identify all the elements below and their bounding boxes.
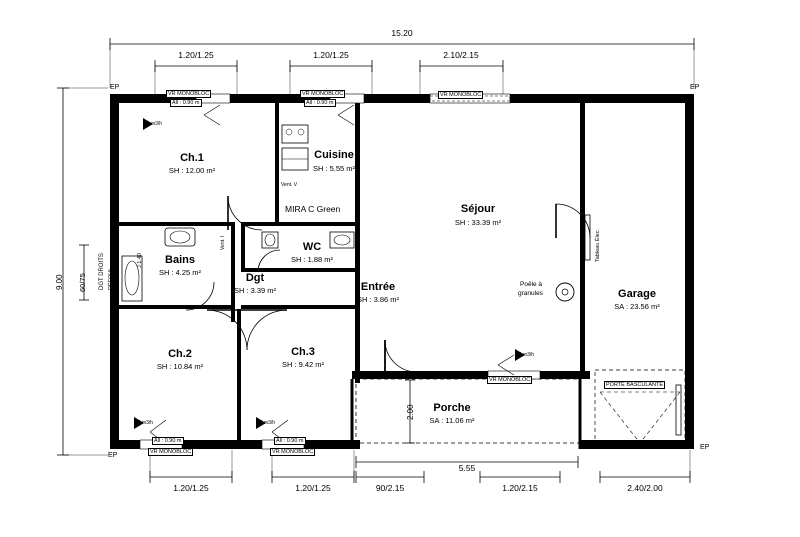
ep-mark-bottom-right: EP [700,444,710,451]
room-area-porche: SA : 11.06 m² [429,416,475,425]
ep-mark-top-left: EP [110,84,120,91]
room-area-entree: SH : 3.86 m² [356,295,400,304]
left-label-1: DGT DROITS [99,253,105,290]
window-tag-ch3-vr: VR MONOBLOC [272,449,314,455]
room-name-entree: Entrée [360,281,396,293]
bottom-dim-3: 90/2.15 [375,483,405,493]
room-area-dgt: SH : 3.39 m² [233,286,277,295]
bottom-dim-5: 2.40/2.00 [627,483,663,493]
window-tag-ch3-all: All : 0.90 m [276,438,304,444]
window-tag-ch2-all: All : 0.90 m [154,438,182,444]
room-name-ch2: Ch.2 [168,348,192,360]
vent-flow-ch1: 30 m3/h [144,121,163,127]
room-area-ch3: SH : 9.42 m² [281,360,325,369]
porche-width-dimension: 5.55 [458,463,476,473]
vent-flow-ch3: 30 m3/h [257,420,276,426]
window-tag-cuisine-vr: VR MONOBLOC [302,91,344,97]
vent-flow-ch2: 30 m3/h [135,420,154,426]
vent-flow-entree: 60 m3/h [516,352,535,358]
top-dim-2: 1.20/1.25 [313,50,349,60]
room-area-cuisine: SH : 5.55 m² [312,164,356,173]
room-area-bains: SH : 4.25 m² [158,268,202,277]
ep-mark-bottom-left: EP [108,452,118,459]
top-dim-3: 2.10/2.15 [443,50,479,60]
bottom-dim-2: 1.20/1.25 [295,483,331,493]
stove-label-line1: Poêle à [520,281,543,288]
room-name-porche: Porche [433,402,471,414]
project-note: MIRA C Green [285,204,341,214]
vent-label-kitchen: Vent. V [281,182,298,188]
room-name-ch3: Ch.3 [291,346,315,358]
room-name-dgt: Dgt [245,272,265,284]
room-name-sejour: Séjour [460,203,496,215]
room-area-ch2: SH : 10.84 m² [156,362,204,371]
room-name-ch1: Ch.1 [180,152,204,164]
window-tag-ch2-vr: VR MONOBLOC [150,449,192,455]
overall-top-dimension: 15.20 [391,28,413,38]
vent-label-bath: Vent. I [220,235,226,250]
porche-depth-dimension: 2.00 [406,404,415,420]
electrical-board-label: Tableau Élec. [595,228,601,262]
bottom-dim-1: 1.20/1.25 [173,483,209,493]
room-area-sejour: SH : 33.39 m² [454,218,502,227]
room-area-wc: SH : 1.88 m² [290,255,334,264]
room-name-garage: Garage [618,288,656,300]
room-area-garage: SA : 23.56 m² [614,302,660,311]
bottom-dim-4: 1.20/2.15 [502,483,538,493]
left-sub-dimension: 60/75 [78,273,87,292]
window-tag-ch1-all: All : 0.90 m [172,100,200,106]
service-door-label: Depuracir [686,408,692,432]
overall-left-dimension: 9.00 [55,274,64,290]
room-name-bains: Bains [165,254,195,266]
left-label-2: DÉFOUL [108,267,114,290]
stove-label-line2: granules [518,290,543,297]
top-dim-1: 1.20/1.25 [178,50,214,60]
ep-mark-top-right: EP [690,84,700,91]
room-area-ch1: SH : 12.00 m² [168,166,216,175]
window-tag-cuisine-all: All : 0.90 m [306,100,334,106]
room-name-cuisine: Cuisine [314,149,354,161]
window-tag-entree-vr: VR MONOBLOC [489,377,531,383]
window-tag-sejour-vr: VR MONOBLOC [440,92,482,98]
overhead-door-label: PORTE BASCULANTE [606,382,664,388]
window-height-label: J 1.40 [137,253,143,268]
room-name-wc: WC [302,241,322,253]
window-tag-ch1-vr: VR MONOBLOC [168,91,210,97]
